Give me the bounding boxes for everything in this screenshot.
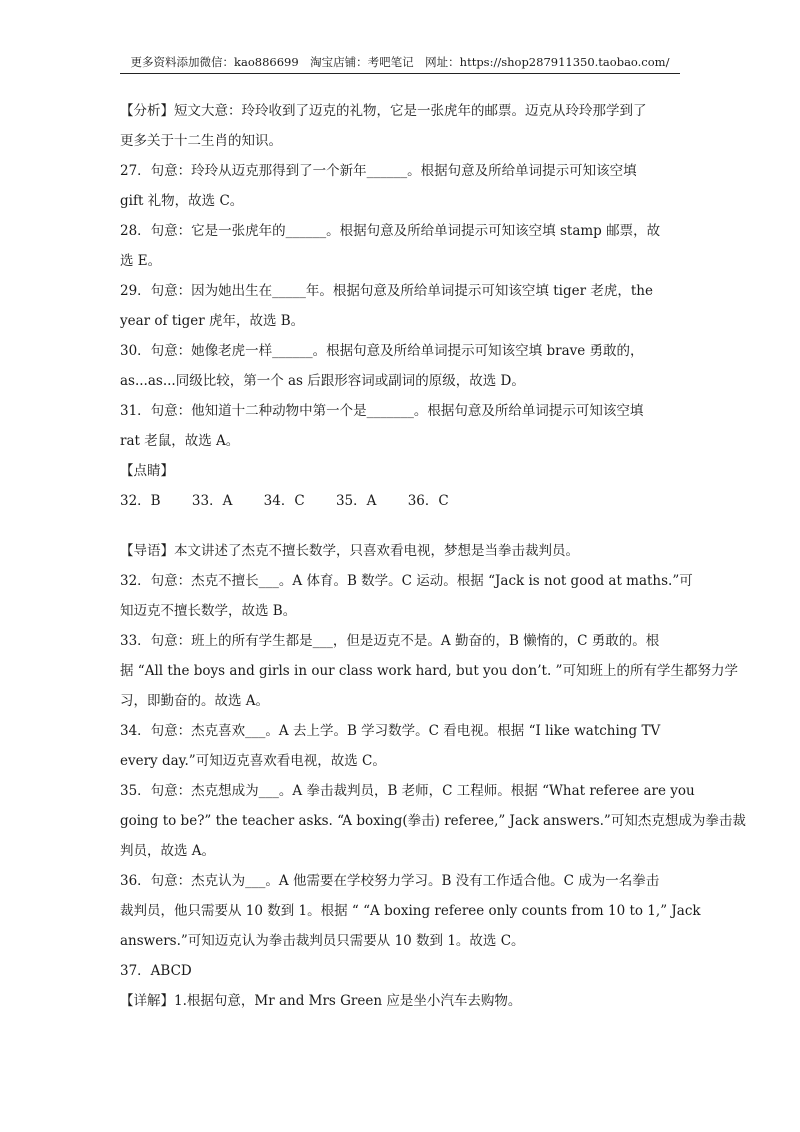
- explanation-35-cont: going to be?” the teacher asks. “A boxing(拳击) referee,” Jack answers.”可知杰克想成为拳击裁: [120, 813, 746, 829]
- explanation-34-cont: every day.”可知迈克喜欢看电视，故选 C。: [120, 753, 386, 769]
- paragraph-gap: [120, 516, 680, 536]
- explanation-27: 27．句意：玲玲从迈克那得到了一个新年______。根据句意及所给单词提示可知该空填: [120, 163, 637, 179]
- explanation-36: 36．句意：杰克认为___。A 他需要在学校努力学习。B 没有工作适合他。C 成为一名拳击: [120, 873, 660, 889]
- answer-33: 33．A: [191, 493, 233, 509]
- explanation-28-cont: 选 E。: [120, 253, 162, 269]
- explanation-31-cont: rat 老鼠，故选 A。: [120, 433, 240, 449]
- page-header: 更多资料添加微信：kao886699 淘宝店铺：考吧笔记 网址：https://shop287911350.taobao.com/: [130, 55, 670, 69]
- comment-heading: 【点睛】: [120, 463, 174, 479]
- answer-34: 34．C: [263, 493, 305, 509]
- explanation-31: 31．句意：他知道十二种动物中第一个是_______。根据句意及所给单词提示可知该空填: [120, 403, 644, 419]
- explanation-34: 34．句意：杰克喜欢___。A 去上学。B 学习数学。C 看电视。根据 “I like watching TV: [120, 723, 661, 739]
- answer-35: 35．A: [335, 493, 377, 509]
- explanation-33-cont: 据 “All the boys and girls in our class work hard, but you don’t. ”可知班上的所有学生都努力学: [120, 663, 738, 679]
- explanation-28: 28．句意：它是一张虎年的______。根据句意及所给单词提示可知该空填 stamp 邮票，故: [120, 223, 661, 239]
- explanation-35-cont: 判员，故选 A。: [120, 843, 216, 859]
- header-divider: [120, 73, 680, 74]
- detail-line: 【详解】1.根据句意，Mr and Mrs Green 应是坐小汽车去购物。: [120, 993, 522, 1009]
- explanation-29-cont: year of tiger 虎年，故选 B。: [120, 313, 305, 329]
- answer-key-row: [120, 486, 680, 516]
- answer-36: 36．C: [407, 493, 449, 509]
- analysis-line: 【分析】短文大意：玲玲收到了迈克的礼物，它是一张虎年的邮票。迈克从玲玲那学到了: [120, 103, 647, 119]
- answer-37: 37．ABCD: [120, 963, 192, 979]
- explanation-35: 35．句意：杰克想成为___。A 拳击裁判员，B 老师，C 工程师。根据 “What referee are you: [120, 783, 695, 799]
- explanation-32-cont: 知迈克不擅长数学，故选 B。: [120, 603, 297, 619]
- answer-32: 32．B: [120, 493, 161, 509]
- explanation-36-cont: 裁判员，他只需要从 10 数到 1。根据 “ “A boxing referee only counts from 10 to 1,” Jack: [120, 903, 701, 919]
- explanation-30-cont: as...as...同级比较，第一个 as 后跟形容词或副词的原级，故选 D。: [120, 373, 525, 389]
- intro-line: 【导语】本文讲述了杰克不擅长数学，只喜欢看电视，梦想是当拳击裁判员。: [120, 543, 579, 559]
- explanation-29: 29．句意：因为她出生在_____年。根据句意及所给单词提示可知该空填 tiger 老虎，the: [120, 283, 653, 299]
- explanation-30: 30．句意：她像老虎一样______。根据句意及所给单词提示可知该空填 brave 勇敢的，: [120, 343, 644, 359]
- explanation-27-cont: gift 礼物，故选 C。: [120, 193, 244, 209]
- analysis-line: 更多关于十二生肖的知识。: [120, 133, 282, 149]
- explanation-32: 32．句意：杰克不擅长___。A 体育。B 数学。C 运动。根据 “Jack is not good at maths.”可: [120, 573, 693, 589]
- explanation-33: 33．句意：班上的所有学生都是___，但是迈克不是。A 勤奋的，B 懒惰的，C 勇敢的。根: [120, 633, 660, 649]
- explanation-36-cont: answers.”可知迈克认为拳击裁判员只需要从 10 数到 1。故选 C。: [120, 933, 525, 949]
- document-body: [120, 96, 746, 1016]
- explanation-33-cont: 习，即勤奋的。故选 A。: [120, 693, 270, 709]
